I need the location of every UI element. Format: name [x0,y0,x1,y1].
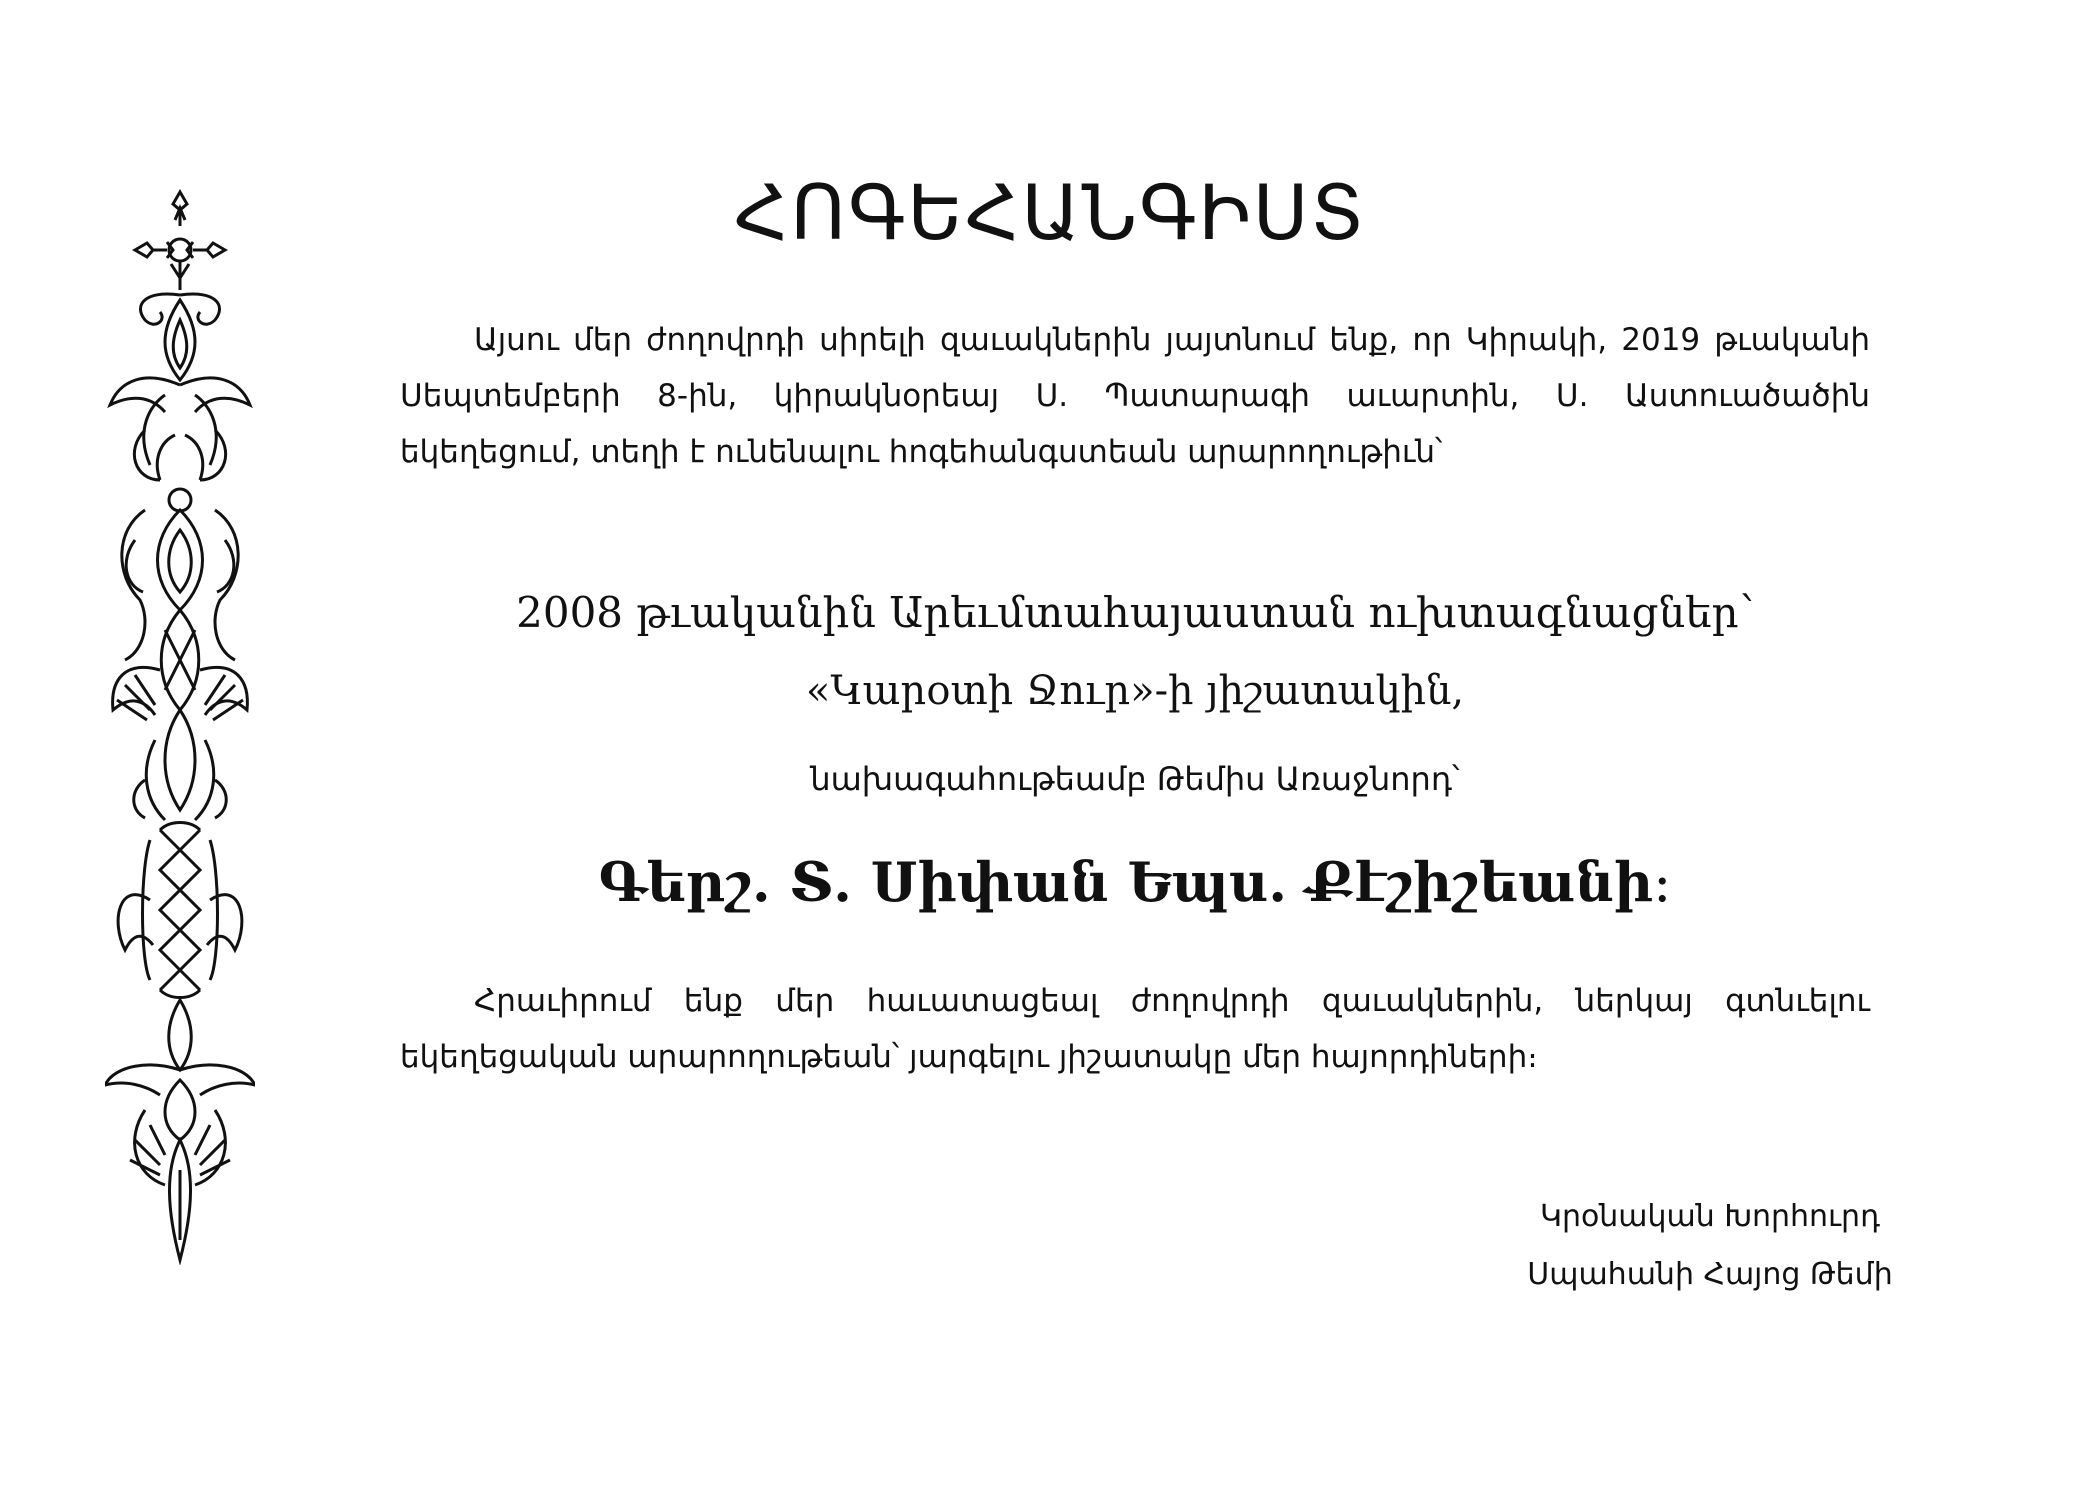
event-line-1: 2008 թւականին Արեւմտահայաստան ուխտագնացներ՝ [516,588,1754,637]
presider-intro: նախագահութեամբ Թեմիս Առաջնորդ՝ [810,760,1460,798]
armenian-cross-ornament [105,180,255,1265]
page-title: ՀՈԳԵՀԱՆԳԻՍՏ [734,168,1366,257]
presider-name: Գերշ. Տ. Սիփան Եպս. Քէշիշեանի։ [598,850,1672,914]
invitation-paragraph-text: Հրաւիրում ենք մեր հաւատացեալ ժողովրդի զաւակներին, ներկայ գտնւելու եկեղեցական արարողութեան՝ յարգելու յիշատակը մեր հայորդիների։ [400,983,1870,1075]
signature-block [1200,1188,2100,1304]
intro-paragraph-text: Այսու մեր ժողովրդի սիրելի զաւակներին յայտնում ենք, որ Կիրակի, 2019 թւականի Սեպտեմբերի 8-ին, կիրակնօրեայ Ս. Պատարագի աւարտին, Ս. Աստուածածին եկեղեցում, տեղի է ունենալու հոգեհանգստեան արարողութիւն՝ [400,322,1870,470]
intro-paragraph [400,312,1870,480]
signature-line-1: Կրօնական Խորհուրդ [1540,1199,1880,1234]
invitation-paragraph [400,973,1870,1085]
signature-line-2: Սպահանի Հայոց Թեմի [1527,1257,1893,1292]
event-line-2: «Կարօտի Ջուր»-ի յիշատակին, [805,668,1465,714]
